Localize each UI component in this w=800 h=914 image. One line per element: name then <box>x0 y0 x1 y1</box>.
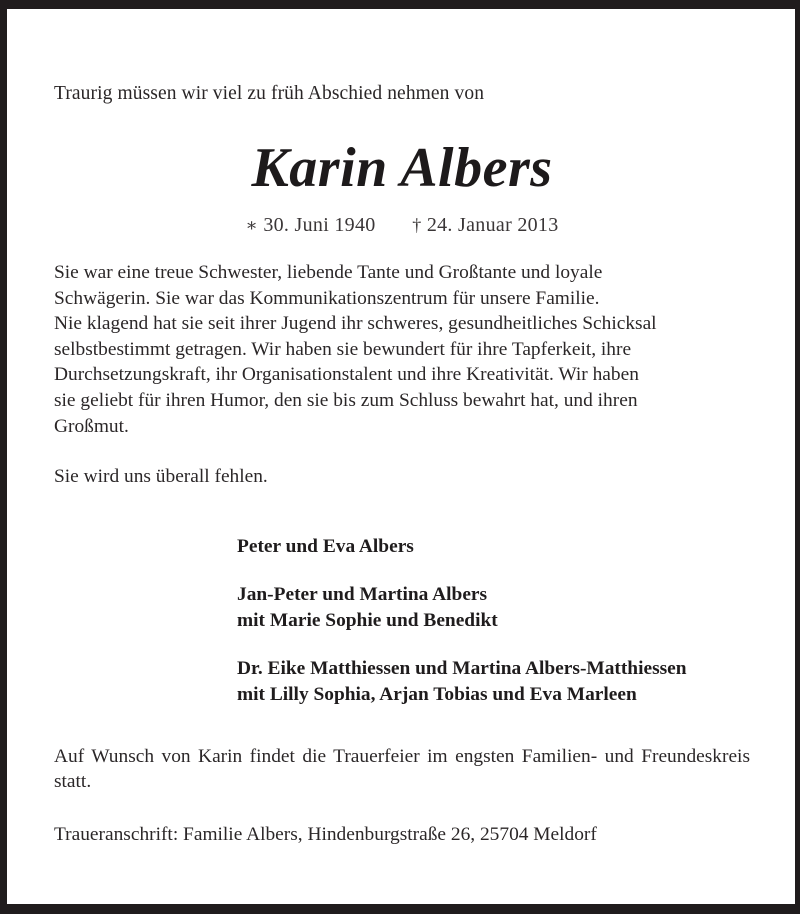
death-date: 24. Januar 2013 <box>426 214 559 236</box>
life-dates <box>54 212 750 238</box>
eulogy-line: Durchsetzungskraft, ihr Organisationstalent und ihre Kreativität. Wir haben <box>54 364 639 386</box>
eulogy-line: Sie war eine treue Schwester, liebende Tante und Großtante und loyale <box>54 262 603 283</box>
survivors-block <box>237 534 750 708</box>
survivor-name: Jan-Peter und Martina Albers <box>237 583 488 605</box>
survivor-name: Dr. Eike Matthiessen und Martina Albers-Matthiessen <box>237 657 687 679</box>
survivor-children: mit Lilly Sophia, Arjan Tobias und Eva Marleen <box>237 683 637 705</box>
eulogy-line: selbstbestimmt getragen. Wir haben sie bewundert für ihre Tapferkeit, ihre <box>54 338 632 360</box>
eulogy-line: Nie klagend hat sie seit ihrer Jugend ihr schweres, gesundheitliches Schicksal <box>54 313 657 335</box>
eulogy-line: sie geliebt für ihren Humor, den sie bis zum Schluss bewahrt hat, und ihren <box>54 389 638 411</box>
intro-line: Traurig müssen wir viel zu früh Abschied nehmen von <box>54 83 485 104</box>
death-cross-icon: † <box>412 215 422 235</box>
survivor-name: Peter und Eva Albers <box>237 535 414 557</box>
eulogy-line: Großmut. <box>54 415 129 437</box>
notice-sheet <box>7 9 795 904</box>
deceased-name: Karin Albers <box>251 137 553 199</box>
condolence-address: Traueranschrift: Familie Albers, Hindenburgstraße 26, 25704 Meldorf <box>54 823 597 845</box>
survivor-children: mit Marie Sophie und Benedikt <box>237 609 498 631</box>
eulogy-line: Schwägerin. Sie war das Kommunikationszentrum für unsere Familie. <box>54 287 600 309</box>
survivor-group <box>237 582 750 634</box>
ceremony-note: Auf Wunsch von Karin findet die Trauerfeier im engsten Familien- und Freundeskreis statt. <box>54 745 750 793</box>
survivor-group <box>237 656 750 708</box>
survivor-group <box>237 534 750 560</box>
birth-star-icon: ∗ <box>245 215 259 235</box>
birth-date: 30. Juni 1940 <box>263 214 376 236</box>
eulogy-text <box>54 260 750 439</box>
farewell-line: Sie wird uns überall fehlen. <box>54 466 268 488</box>
